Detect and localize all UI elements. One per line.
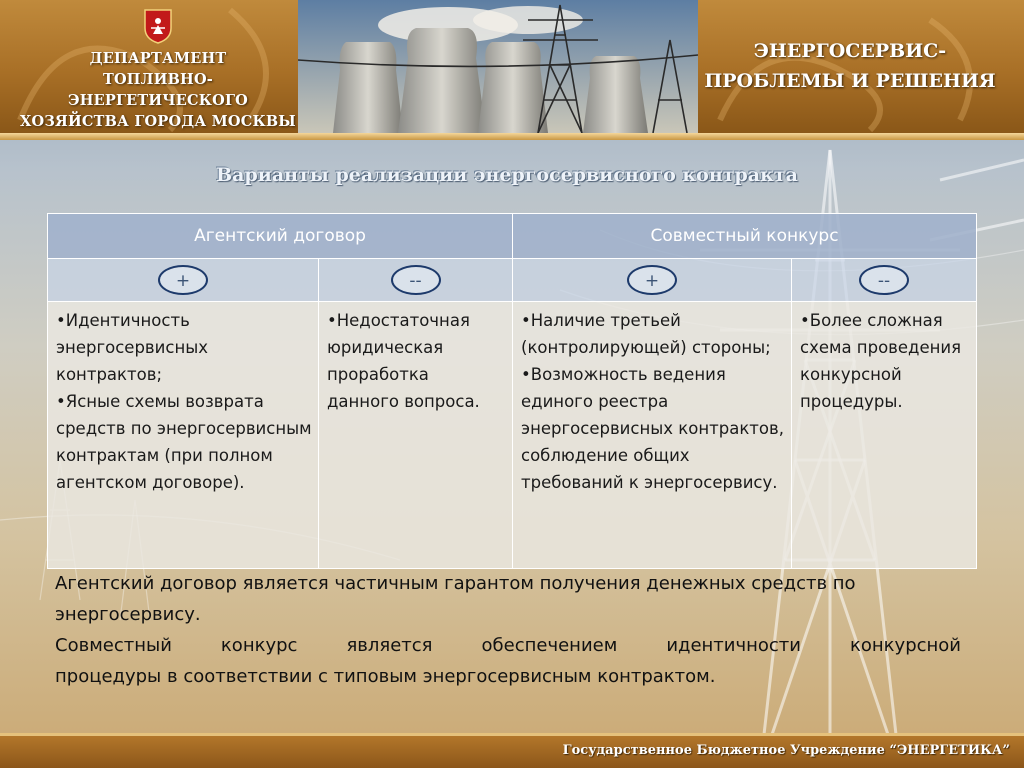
bullet-item: •Идентичность энергосервисных контрактов; (56, 311, 209, 384)
slide-heading: Варианты реализации энергосервисного контракта (216, 164, 798, 186)
minus-sign: -- (859, 265, 909, 295)
title-line-1: ЭНЕРГОСЕРВИС- (753, 40, 947, 62)
presentation-title (700, 36, 1000, 96)
joint-pros-cell (513, 302, 792, 569)
plus-sign: + (627, 265, 677, 295)
conclusion-paragraph-2-line-2: процедуры в соответствии с типовым энергосервисным контрактом. (55, 666, 716, 687)
power-plant-photo (298, 0, 698, 133)
column-header-joint-tender: Совместный конкурс (513, 214, 977, 259)
sign-cell (792, 259, 977, 302)
bullet-item: •Возможность ведения единого реестра энергосервисных контрактов, соблюдение общих требований к энергосервису. (521, 365, 784, 492)
moscow-coat-of-arms-icon (143, 8, 173, 44)
joint-cons-cell (792, 302, 977, 569)
plus-sign: + (158, 265, 208, 295)
department-block (18, 8, 298, 132)
comparison-table (47, 213, 976, 569)
sign-cell (513, 259, 792, 302)
minus-sign: -- (391, 265, 441, 295)
agency-pros-cell (48, 302, 319, 569)
department-line-1: ДЕПАРТАМЕНТ (89, 50, 227, 67)
bullet-item: •Недостаточная юридическая проработка данного вопроса. (327, 311, 480, 411)
sign-cell (48, 259, 319, 302)
conclusion-paragraph-1: Агентский договор является частичным гарантом получения денежных средств по энергосервису. (55, 573, 856, 625)
bullet-item: •Ясные схемы возврата средств по энергосервисным контрактам (при полном агентском договоре). (56, 392, 312, 492)
agency-cons-cell (319, 302, 513, 569)
sign-cell (319, 259, 513, 302)
conclusion-paragraph-2-line-1: Совместный конкурс является обеспечением идентичности конкурсной (55, 635, 961, 656)
department-line-3: ХОЗЯЙСТВА ГОРОДА МОСКВЫ (20, 113, 296, 130)
header-divider (0, 133, 1024, 140)
department-line-2: ТОПЛИВНО-ЭНЕРГЕТИЧЕСКОГО (67, 71, 249, 109)
bullet-item: •Наличие третьей (контролирующей) стороны; (521, 311, 771, 357)
conclusion-text (55, 568, 961, 692)
header-band (0, 0, 1024, 133)
bullet-item: •Более сложная схема проведения конкурсной процедуры. (800, 311, 962, 411)
footer-band (0, 733, 1024, 768)
footer-organization: Государственное Бюджетное Учреждение “ЭНЕРГЕТИКА” (562, 743, 1010, 758)
column-header-agency: Агентский договор (48, 214, 513, 259)
title-line-2: ПРОБЛЕМЫ И РЕШЕНИЯ (704, 70, 996, 92)
